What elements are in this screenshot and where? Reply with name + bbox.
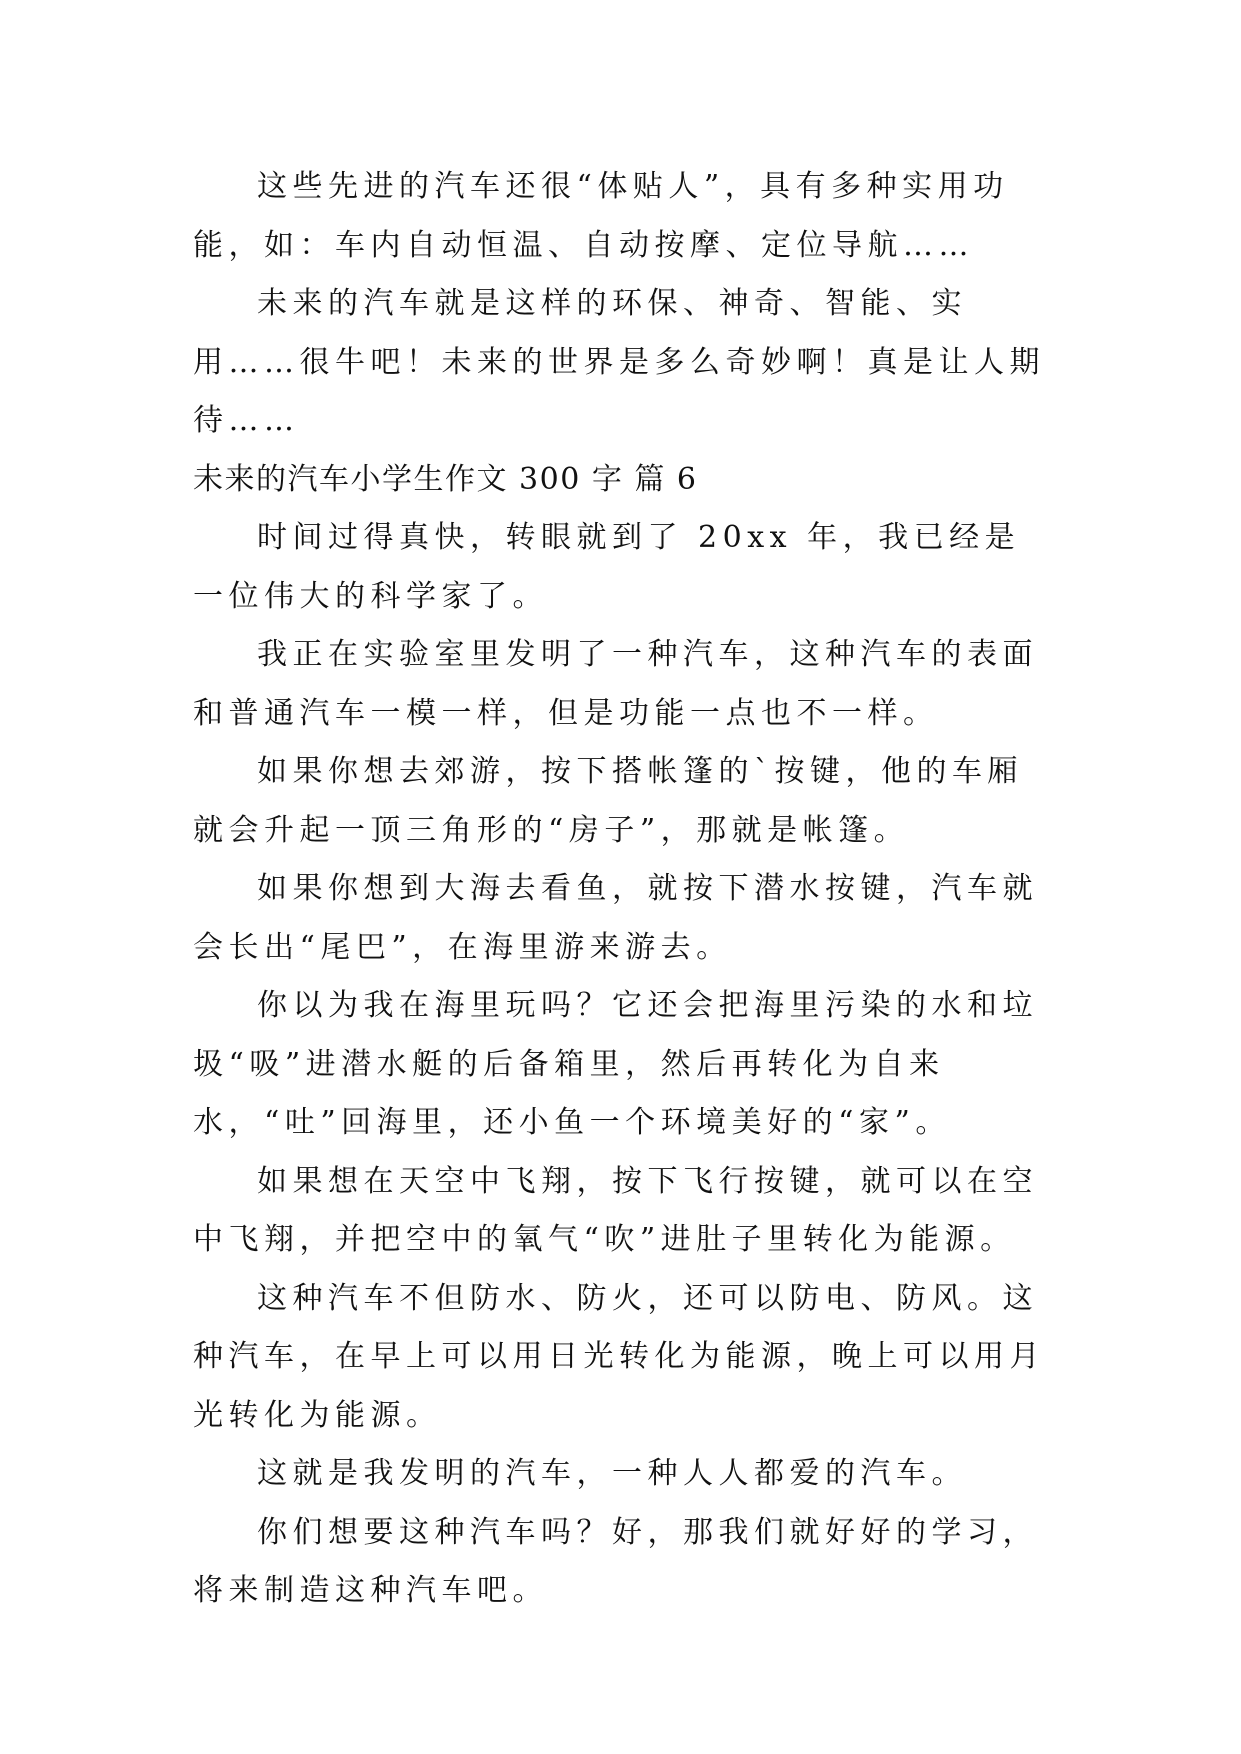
paragraph: 未来的汽车就是这样的环保、神奇、智能、实用……很牛吧！未来的世界是多么奇妙啊！真是让人期待…… xyxy=(193,286,1045,438)
paragraph: 我正在实验室里发明了一种汽车，这种汽车的表面和普通汽车一模一样，但是功能一点也不一样。 xyxy=(193,637,1038,731)
paragraph: 时间过得真快，转眼就到了 20xx 年，我已经是一位伟大的科学家了。 xyxy=(193,520,1021,614)
paragraph: 你以为我在海里玩吗？它还会把海里污染的水和垃圾“吸”进潜水艇的后备箱里，然后再转化为自来水，“吐”回海里，还小鱼一个环境美好的“家”。 xyxy=(193,988,1038,1140)
document-body xyxy=(193,158,1055,1621)
paragraph: 你们想要这种汽车吗？好，那我们就好好的学习，将来制造这种汽车吧。 xyxy=(193,1514,1038,1608)
paragraph: 如果你想去郊游，按下搭帐篷的`按键，他的车厢就会升起一顶三角形的“房子”，那就是帐篷。 xyxy=(193,754,1023,848)
paragraph: 这就是我发明的汽车，一种人人都爱的汽车。 xyxy=(257,1456,967,1491)
paragraph: 这些先进的汽车还很“体贴人”，具有多种实用功能，如：车内自动恒温、自动按摩、定位导航…… xyxy=(193,169,1009,263)
section-heading: 未来的汽车小学生作文 300 字 篇 6 xyxy=(193,461,698,497)
paragraph: 如果想在天空中飞翔，按下飞行按键，就可以在空中飞翔，并把空中的氧气“吹”进肚子里转化为能源。 xyxy=(193,1163,1038,1257)
paragraph: 如果你想到大海去看鱼，就按下潜水按键，汽车就会长出“尾巴”，在海里游来游去。 xyxy=(193,871,1038,965)
paragraph: 这种汽车不但防水、防火，还可以防电、防风。这种汽车，在早上可以用日光转化为能源，晚上可以用月光转化为能源。 xyxy=(193,1280,1045,1433)
